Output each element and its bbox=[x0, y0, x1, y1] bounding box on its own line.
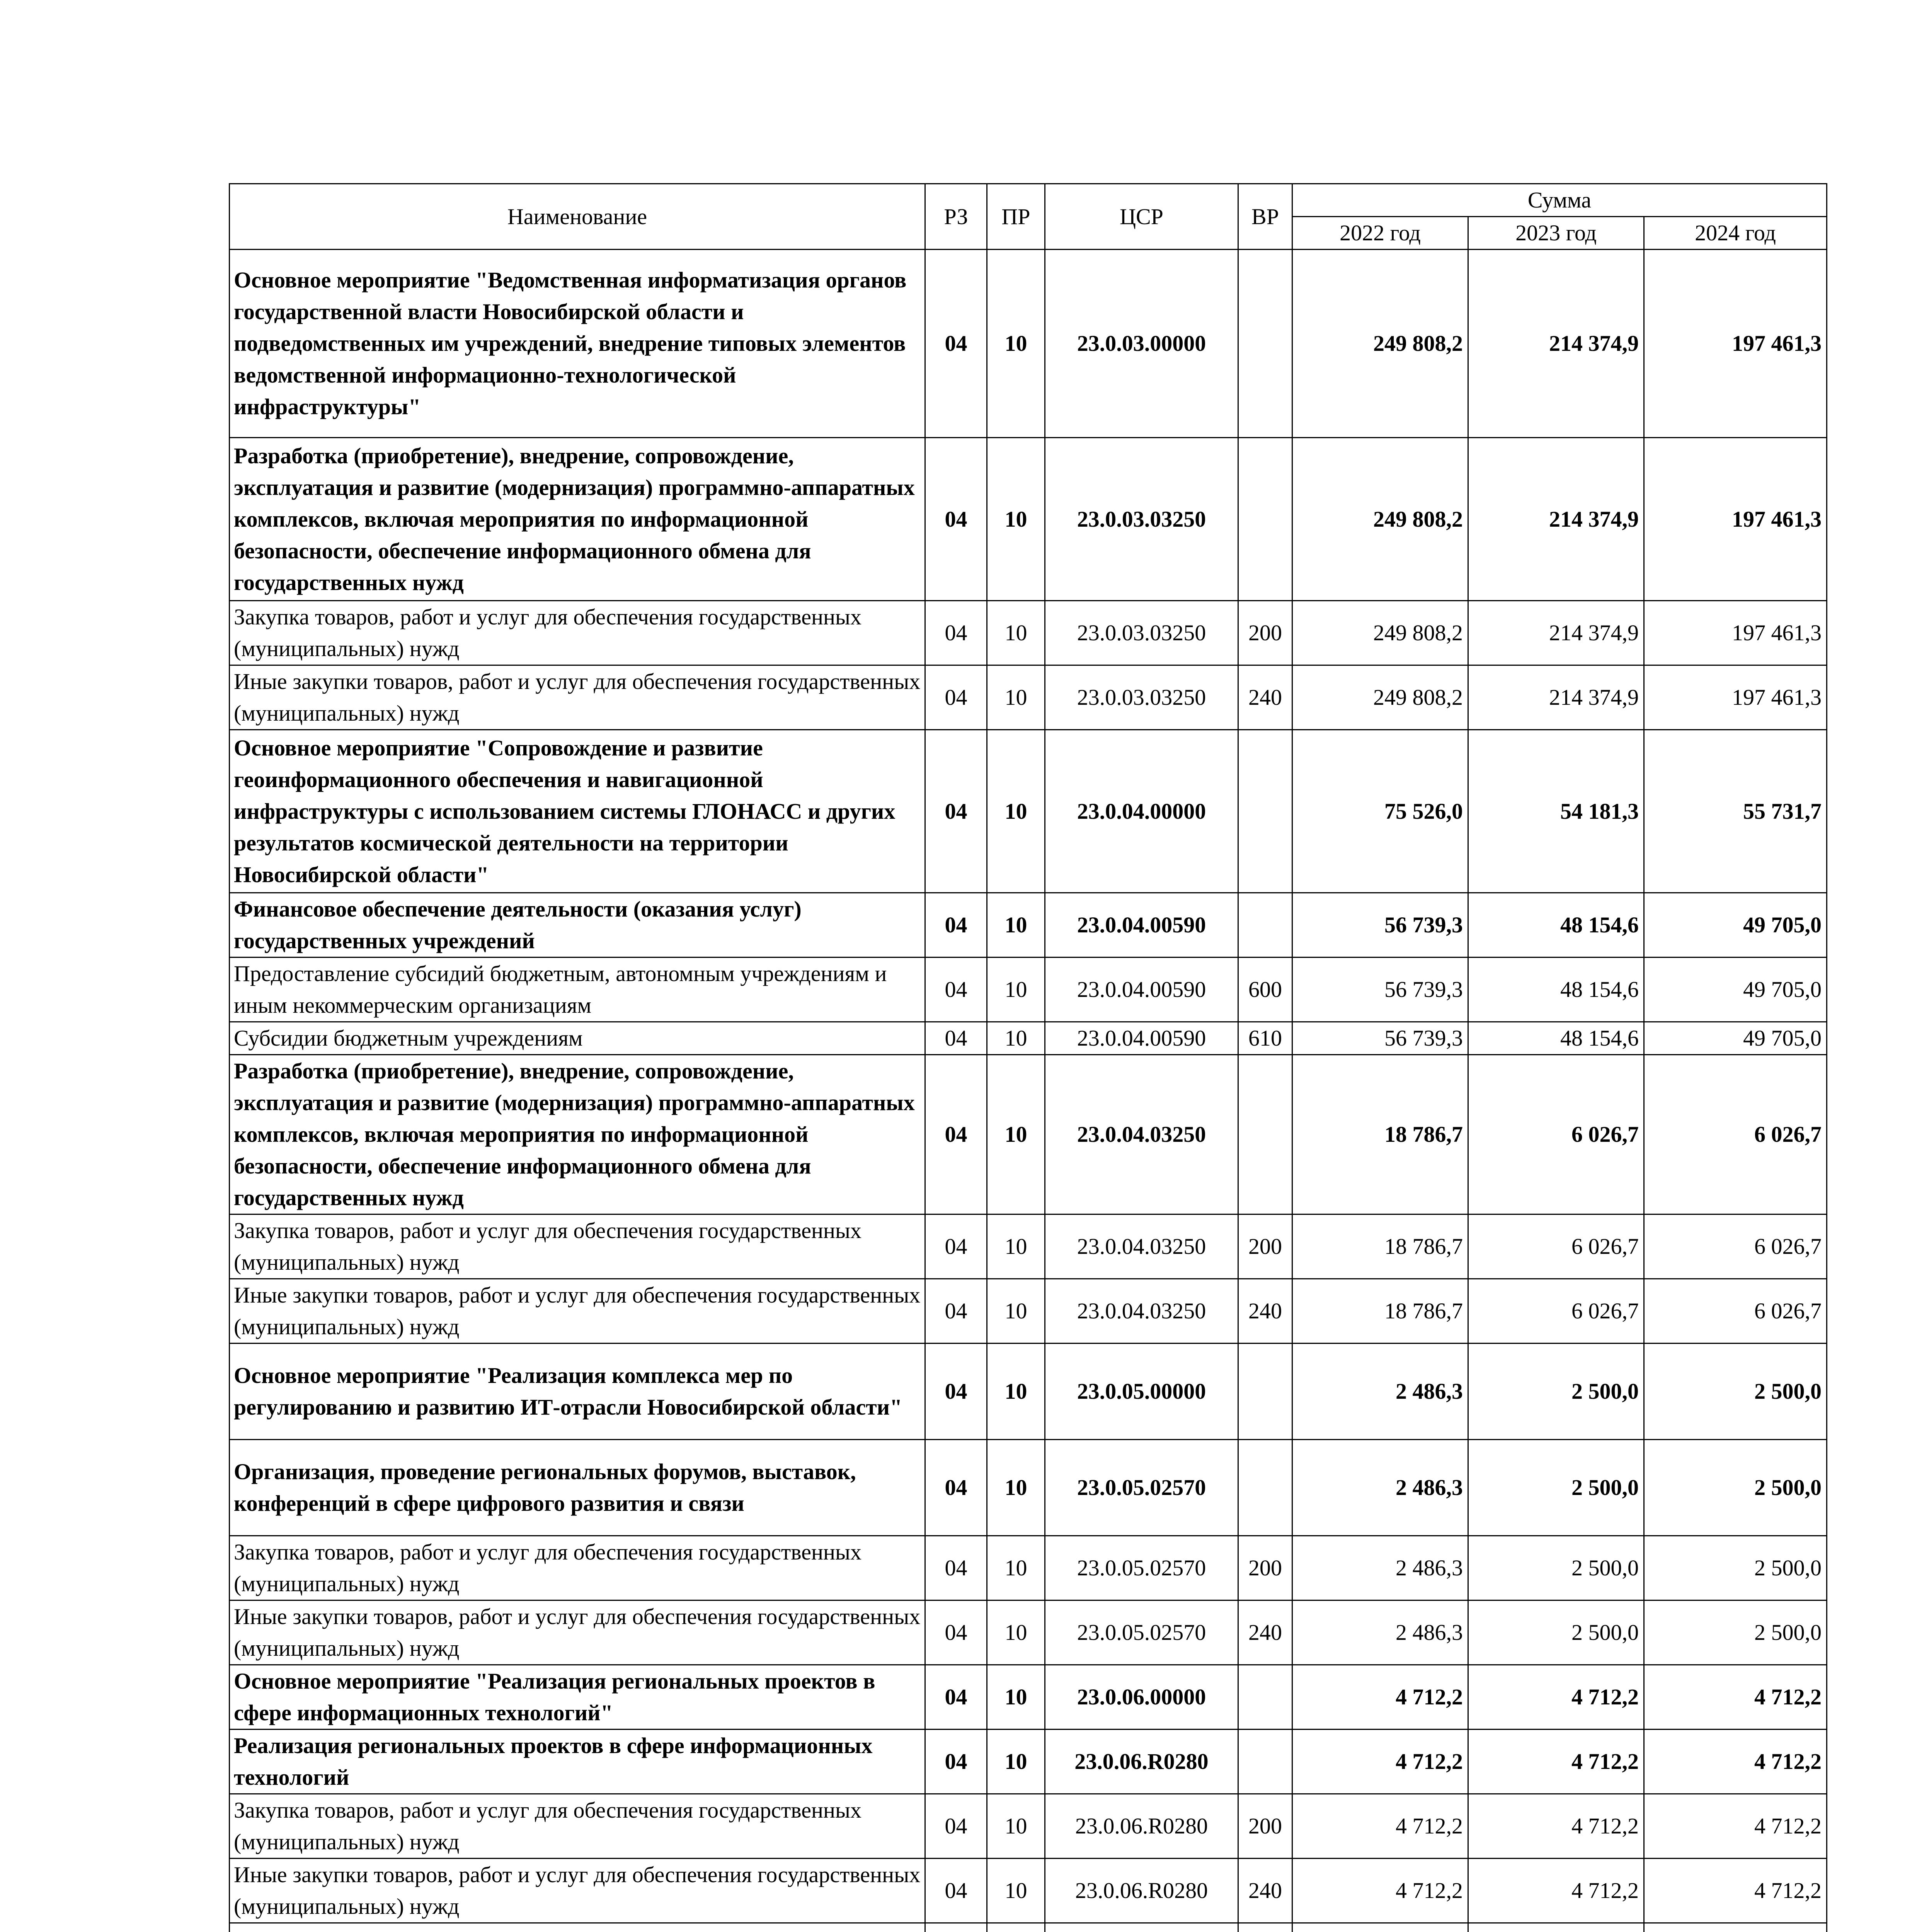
cell-2022: 56 739,3 bbox=[1292, 1022, 1468, 1055]
cell-name: Закупка товаров, работ и услуг для обеспечения государственных (муниципальных) нужд bbox=[230, 1214, 925, 1279]
table-row bbox=[230, 1344, 1827, 1440]
cell-2022: 249 808,2 bbox=[1292, 601, 1468, 665]
table-row bbox=[230, 250, 1827, 438]
cell-2022: 249 808,2 bbox=[1292, 250, 1468, 438]
cell-vr: 200 bbox=[1238, 1536, 1292, 1600]
cell-rz: 04 bbox=[925, 1279, 987, 1344]
cell-rz: 04 bbox=[925, 1214, 987, 1279]
cell-pr: 10 bbox=[987, 1794, 1045, 1859]
cell-2023: 6 026,7 bbox=[1468, 1214, 1644, 1279]
header-sum: Сумма bbox=[1292, 184, 1827, 217]
cell-2022: 4 712,2 bbox=[1292, 1859, 1468, 1923]
budget-table bbox=[229, 183, 1827, 1932]
cell-csr: 23.0.04.03250 bbox=[1045, 1279, 1238, 1344]
cell-vr bbox=[1238, 250, 1292, 438]
header-name: Наименование bbox=[230, 184, 925, 250]
cell-name: Разработка (приобретение), внедрение, сопровождение, эксплуатация и развитие (модернизация) программно-аппаратных комплексов, включая мероприятия по информационной безопасности, обеспечение информационного обмена для государственных нужд bbox=[230, 1055, 925, 1214]
cell-2023: 214 374,9 bbox=[1468, 665, 1644, 730]
cell-rz: 04 bbox=[925, 1440, 987, 1536]
cell-csr bbox=[1045, 1923, 1238, 1932]
header-year-2022: 2022 год bbox=[1292, 217, 1468, 250]
cell-name: Основное мероприятие "Сопровождение и развитие геоинформационного обеспечения и навигационной инфраструктуры с использованием системы ГЛОНАСС и других результатов космической деятельности на территории Новосибирской области" bbox=[230, 730, 925, 893]
cell-name: Иные закупки товаров, работ и услуг для обеспечения государственных (муниципальных) нужд bbox=[230, 1859, 925, 1923]
cell-2024: 2 500,0 bbox=[1644, 1344, 1827, 1440]
header-year-2024: 2024 год bbox=[1644, 217, 1827, 250]
cell-2022: 18 786,7 bbox=[1292, 1055, 1468, 1214]
cell-rz: 04 bbox=[925, 1730, 987, 1794]
cell-2024: 6 026,7 bbox=[1644, 1279, 1827, 1344]
header-csr: ЦСР bbox=[1045, 184, 1238, 250]
cell-vr bbox=[1238, 893, 1292, 957]
cell-name: Иные закупки товаров, работ и услуг для обеспечения государственных (муниципальных) нужд bbox=[230, 1600, 925, 1665]
cell-2024: 49 705,0 bbox=[1644, 1022, 1827, 1055]
cell-2022: 4 712,2 bbox=[1292, 1665, 1468, 1730]
cell-rz: 04 bbox=[925, 250, 987, 438]
cell-name: Основное мероприятие "Ведомственная информатизация органов государственной власти Новосибирской области и подведомственных им учреждений, внедрение типовых элементов ведомственной информационно-технологической инфраструктуры" bbox=[230, 250, 925, 438]
cell-csr: 23.0.04.00000 bbox=[1045, 730, 1238, 893]
table-row bbox=[230, 1794, 1827, 1859]
cell-rz: 04 bbox=[925, 1859, 987, 1923]
cell-csr: 23.0.05.02570 bbox=[1045, 1440, 1238, 1536]
cell-name: Реализация региональных проектов в сфере информационных технологий bbox=[230, 1730, 925, 1794]
cell-pr: 10 bbox=[987, 250, 1045, 438]
cell-2024: 49 705,0 bbox=[1644, 893, 1827, 957]
cell-rz: 04 bbox=[925, 730, 987, 893]
cell-name: Предоставление субсидий бюджетным, автономным учреждениям и иным некоммерческим организациям bbox=[230, 957, 925, 1022]
cell-2024: 197 461,3 bbox=[1644, 601, 1827, 665]
cell-pr: 10 bbox=[987, 438, 1045, 601]
cell-vr bbox=[1238, 1440, 1292, 1536]
cell-name: Основное мероприятие "Реализация комплекса мер по регулированию и развитию ИТ-отрасли Новосибирской области" bbox=[230, 1344, 925, 1440]
cell-2023: 48 154,6 bbox=[1468, 893, 1644, 957]
cell-2022: 4 712,2 bbox=[1292, 1794, 1468, 1859]
cell-2022: 2 486,3 bbox=[1292, 1600, 1468, 1665]
cell-vr: 200 bbox=[1238, 1794, 1292, 1859]
cell-2024: 49 705,0 bbox=[1644, 957, 1827, 1022]
table-row bbox=[230, 665, 1827, 730]
cell-2023: 214 374,9 bbox=[1468, 250, 1644, 438]
table-row bbox=[230, 438, 1827, 601]
cell-2023: 4 712,2 bbox=[1468, 1730, 1644, 1794]
cell-vr bbox=[1238, 1055, 1292, 1214]
cell-rz: 04 bbox=[925, 957, 987, 1022]
cell-vr: 200 bbox=[1238, 1214, 1292, 1279]
cell-2023: 4 712,2 bbox=[1468, 1665, 1644, 1730]
cell-2022: 18 786,7 bbox=[1292, 1279, 1468, 1344]
cell-2023: 2 500,0 bbox=[1468, 1536, 1644, 1600]
cell-2024: 4 712,2 bbox=[1644, 1665, 1827, 1730]
cell-2022: 4 712,2 bbox=[1292, 1730, 1468, 1794]
table-row bbox=[230, 1859, 1827, 1923]
cell-vr: 610 bbox=[1238, 1022, 1292, 1055]
cell-pr: 10 bbox=[987, 1279, 1045, 1344]
cell-rz: 04 bbox=[925, 893, 987, 957]
cell-2023: 48 154,6 bbox=[1468, 1022, 1644, 1055]
cell-vr bbox=[1238, 1923, 1292, 1932]
table-row bbox=[230, 1022, 1827, 1055]
cell-csr: 23.0.04.03250 bbox=[1045, 1055, 1238, 1214]
header-vr: ВР bbox=[1238, 184, 1292, 250]
table-row bbox=[230, 957, 1827, 1022]
cell-pr: 10 bbox=[987, 601, 1045, 665]
table-row bbox=[230, 1536, 1827, 1600]
cell-rz: 04 bbox=[925, 1055, 987, 1214]
cell-csr: 23.0.06.R0280 bbox=[1045, 1730, 1238, 1794]
cell-2023: 2 500,0 bbox=[1468, 1344, 1644, 1440]
cell-name bbox=[230, 1923, 925, 1932]
cell-2023: 2 500,0 bbox=[1468, 1440, 1644, 1536]
cell-2024: 4 712,2 bbox=[1644, 1794, 1827, 1859]
cell-rz: 04 bbox=[925, 1600, 987, 1665]
cell-rz bbox=[925, 1923, 987, 1932]
cell-rz: 04 bbox=[925, 1794, 987, 1859]
cell-vr: 240 bbox=[1238, 665, 1292, 730]
cell-rz: 04 bbox=[925, 665, 987, 730]
cell-pr bbox=[987, 1923, 1045, 1932]
cell-rz: 04 bbox=[925, 1665, 987, 1730]
cell-pr: 10 bbox=[987, 1344, 1045, 1440]
cell-2022 bbox=[1292, 1923, 1468, 1932]
cell-name: Закупка товаров, работ и услуг для обеспечения государственных (муниципальных) нужд bbox=[230, 1536, 925, 1600]
header-pr: ПР bbox=[987, 184, 1045, 250]
cell-pr: 10 bbox=[987, 1665, 1045, 1730]
table-row bbox=[230, 1440, 1827, 1536]
cell-pr: 10 bbox=[987, 957, 1045, 1022]
cell-name: Иные закупки товаров, работ и услуг для обеспечения государственных (муниципальных) нужд bbox=[230, 665, 925, 730]
table-row bbox=[230, 1665, 1827, 1730]
cell-2023: 2 500,0 bbox=[1468, 1600, 1644, 1665]
cell-2022: 2 486,3 bbox=[1292, 1344, 1468, 1440]
cell-rz: 04 bbox=[925, 438, 987, 601]
cell-2024: 197 461,3 bbox=[1644, 438, 1827, 601]
cell-vr bbox=[1238, 1344, 1292, 1440]
cell-csr: 23.0.06.R0280 bbox=[1045, 1859, 1238, 1923]
cell-csr: 23.0.04.00590 bbox=[1045, 893, 1238, 957]
cell-rz: 04 bbox=[925, 1536, 987, 1600]
cell-vr: 240 bbox=[1238, 1600, 1292, 1665]
table-row bbox=[230, 1923, 1827, 1932]
header-year-2023: 2023 год bbox=[1468, 217, 1644, 250]
cell-vr: 200 bbox=[1238, 601, 1292, 665]
cell-2024: 2 500,0 bbox=[1644, 1440, 1827, 1536]
cell-pr: 10 bbox=[987, 1022, 1045, 1055]
cell-2024: 4 712,2 bbox=[1644, 1859, 1827, 1923]
cell-pr: 10 bbox=[987, 665, 1045, 730]
cell-csr: 23.0.03.03250 bbox=[1045, 601, 1238, 665]
cell-2023: 48 154,6 bbox=[1468, 957, 1644, 1022]
cell-2024: 2 500,0 bbox=[1644, 1536, 1827, 1600]
header-row bbox=[230, 184, 1827, 217]
cell-2022: 2 486,3 bbox=[1292, 1440, 1468, 1536]
cell-vr bbox=[1238, 438, 1292, 601]
cell-csr: 23.0.06.00000 bbox=[1045, 1665, 1238, 1730]
cell-2022: 18 786,7 bbox=[1292, 1214, 1468, 1279]
cell-name: Иные закупки товаров, работ и услуг для обеспечения государственных (муниципальных) нужд bbox=[230, 1279, 925, 1344]
cell-name: Организация, проведение региональных форумов, выставок, конференций в сфере цифрового развития и связи bbox=[230, 1440, 925, 1536]
table-row bbox=[230, 1214, 1827, 1279]
cell-name: Основное мероприятие "Реализация региональных проектов в сфере информационных технологий" bbox=[230, 1665, 925, 1730]
cell-csr: 23.0.03.03250 bbox=[1045, 665, 1238, 730]
cell-pr: 10 bbox=[987, 1859, 1045, 1923]
cell-vr: 600 bbox=[1238, 957, 1292, 1022]
cell-2023: 54 181,3 bbox=[1468, 730, 1644, 893]
cell-2023: 6 026,7 bbox=[1468, 1279, 1644, 1344]
cell-pr: 10 bbox=[987, 1440, 1045, 1536]
cell-2023: 214 374,9 bbox=[1468, 438, 1644, 601]
header-rz: РЗ bbox=[925, 184, 987, 250]
cell-name: Закупка товаров, работ и услуг для обеспечения государственных (муниципальных) нужд bbox=[230, 1794, 925, 1859]
table-row bbox=[230, 730, 1827, 893]
table-row bbox=[230, 601, 1827, 665]
table-body bbox=[230, 250, 1827, 1932]
cell-vr bbox=[1238, 1730, 1292, 1794]
cell-name: Закупка товаров, работ и услуг для обеспечения государственных (муниципальных) нужд bbox=[230, 601, 925, 665]
cell-name: Финансовое обеспечение деятельности (оказания услуг) государственных учреждений bbox=[230, 893, 925, 957]
cell-pr: 10 bbox=[987, 730, 1045, 893]
cell-2024: 197 461,3 bbox=[1644, 665, 1827, 730]
table-row bbox=[230, 893, 1827, 957]
cell-rz: 04 bbox=[925, 601, 987, 665]
cell-csr: 23.0.05.00000 bbox=[1045, 1344, 1238, 1440]
cell-2024: 4 712,2 bbox=[1644, 1730, 1827, 1794]
cell-2024: 197 461,3 bbox=[1644, 250, 1827, 438]
cell-2024: 6 026,7 bbox=[1644, 1214, 1827, 1279]
cell-pr: 10 bbox=[987, 1600, 1045, 1665]
table-row bbox=[230, 1600, 1827, 1665]
cell-name: Разработка (приобретение), внедрение, сопровождение, эксплуатация и развитие (модернизация) программно-аппаратных комплексов, включая мероприятия по информационной безопасности, обеспечение информационного обмена для государственных нужд bbox=[230, 438, 925, 601]
cell-pr: 10 bbox=[987, 893, 1045, 957]
cell-2024: 2 500,0 bbox=[1644, 1600, 1827, 1665]
cell-2024: 6 026,7 bbox=[1644, 1055, 1827, 1214]
cell-2023: 4 712,2 bbox=[1468, 1794, 1644, 1859]
cell-name: Субсидии бюджетным учреждениям bbox=[230, 1022, 925, 1055]
cell-2023: 214 374,9 bbox=[1468, 601, 1644, 665]
cell-2022: 249 808,2 bbox=[1292, 665, 1468, 730]
cell-2024: 55 731,7 bbox=[1644, 730, 1827, 893]
cell-2022: 56 739,3 bbox=[1292, 957, 1468, 1022]
cell-csr: 23.0.05.02570 bbox=[1045, 1600, 1238, 1665]
cell-csr: 23.0.04.00590 bbox=[1045, 1022, 1238, 1055]
cell-csr: 23.0.04.03250 bbox=[1045, 1214, 1238, 1279]
cell-vr bbox=[1238, 730, 1292, 893]
cell-pr: 10 bbox=[987, 1214, 1045, 1279]
cell-2024 bbox=[1644, 1923, 1827, 1932]
cell-csr: 23.0.05.02570 bbox=[1045, 1536, 1238, 1600]
cell-rz: 04 bbox=[925, 1022, 987, 1055]
cell-2023 bbox=[1468, 1923, 1644, 1932]
cell-2022: 56 739,3 bbox=[1292, 893, 1468, 957]
cell-2022: 249 808,2 bbox=[1292, 438, 1468, 601]
cell-csr: 23.0.04.00590 bbox=[1045, 957, 1238, 1022]
table-row bbox=[230, 1055, 1827, 1214]
table-row bbox=[230, 1730, 1827, 1794]
cell-pr: 10 bbox=[987, 1730, 1045, 1794]
cell-2023: 4 712,2 bbox=[1468, 1859, 1644, 1923]
cell-pr: 10 bbox=[987, 1055, 1045, 1214]
cell-2022: 2 486,3 bbox=[1292, 1536, 1468, 1600]
cell-2023: 6 026,7 bbox=[1468, 1055, 1644, 1214]
cell-vr bbox=[1238, 1665, 1292, 1730]
cell-rz: 04 bbox=[925, 1344, 987, 1440]
cell-vr: 240 bbox=[1238, 1279, 1292, 1344]
cell-2022: 75 526,0 bbox=[1292, 730, 1468, 893]
cell-csr: 23.0.03.03250 bbox=[1045, 438, 1238, 601]
cell-pr: 10 bbox=[987, 1536, 1045, 1600]
cell-vr: 240 bbox=[1238, 1859, 1292, 1923]
cell-csr: 23.0.03.00000 bbox=[1045, 250, 1238, 438]
table-row bbox=[230, 1279, 1827, 1344]
cell-csr: 23.0.06.R0280 bbox=[1045, 1794, 1238, 1859]
